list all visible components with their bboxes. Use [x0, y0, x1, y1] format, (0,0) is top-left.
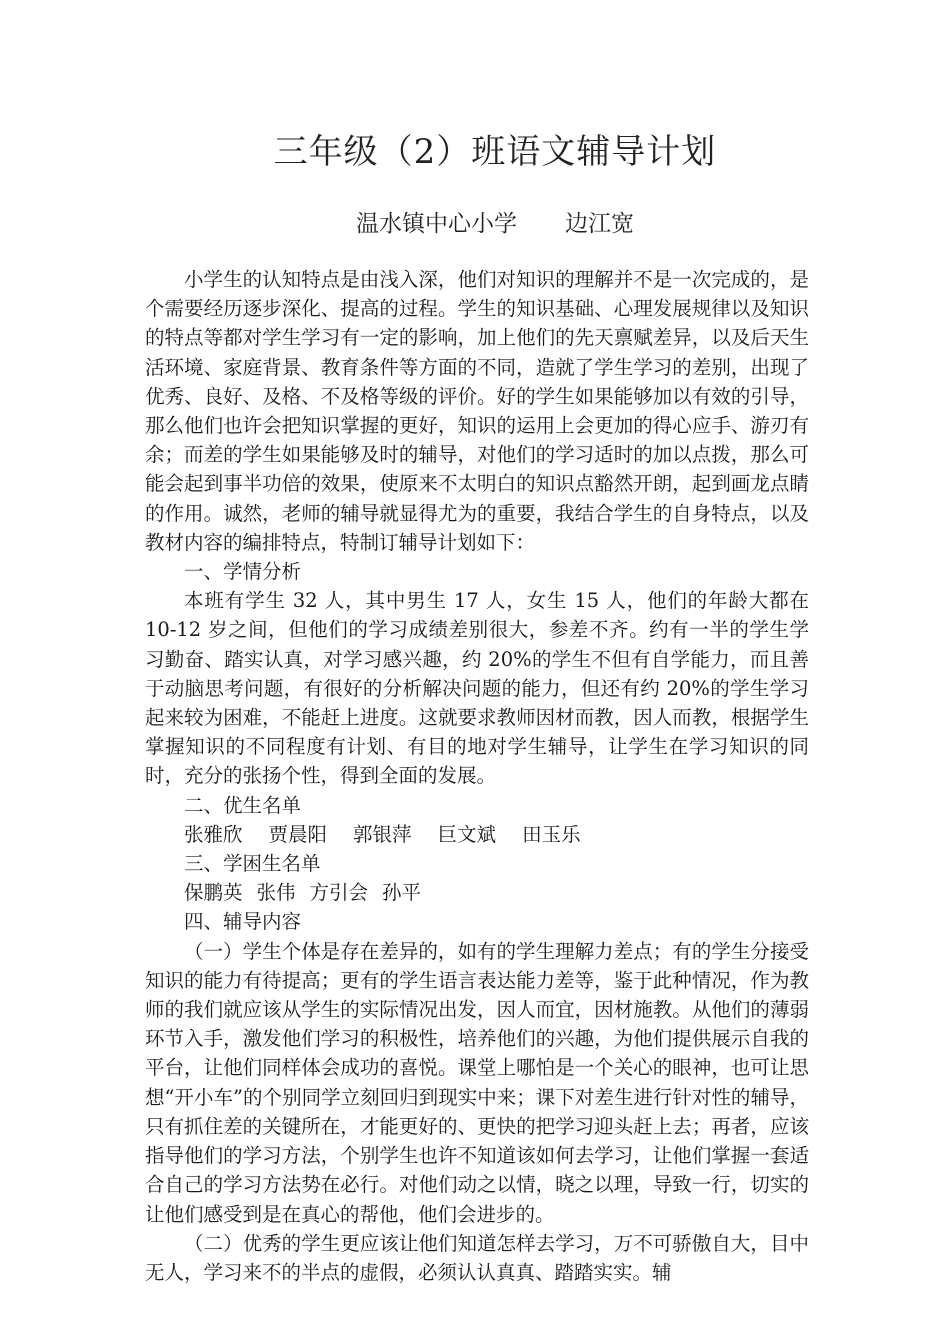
- student-name: 张雅欣: [184, 822, 243, 846]
- top-students-list: [145, 820, 809, 849]
- document-byline: [0, 205, 950, 238]
- intro-paragraph: 小学生的认知特点是由浅入深，他们对知识的理解并不是一次完成的，是个需要经历逐步深化、提高的过程。学生的知识基础、心理发展规律以及知识的特点等都对学生学习有一定的影响，加上他们的先天禀赋差异，以及后天生活环境、家庭背景、教育条件等方面的不同，造就了学生学习的差别，出现了优秀、良好、及格、不及格等级的评价。好的学生如果能够加以有效的引导，那么他们也许会把知识掌握的更好，知识的运用上会更加的得心应手、游刃有余；而差的学生如果能够及时的辅导，对他们的学习适时的加以点拨，那么可能会起到事半功倍的效果，使原来不太明白的知识点豁然开朗，起到画龙点睛的作用。诚然，老师的辅导就显得尤为的重要，我结合学生的自身特点，以及教材内容的编排特点，特制订辅导计划如下：: [145, 268, 809, 554]
- student-name: 贾晨阳: [268, 822, 328, 846]
- student-name: 张伟: [256, 881, 296, 905]
- situation-paragraph: 本班有学生 32 人，其中男生 17 人，女生 15 人，他们的年龄大都在 10-12 岁之间，但他们的学习成绩差别很大，参差不齐。约有一半的学生学习勤奋、踏实认真，对学习感兴趣，约 20%的学生不但有自学能力，而且善于动脑思考问题，有很好的分析解决问题的能力，但还有约 20%的学生学习起来较为困难，不能赶上进度。这就要求教师因材而教，因人而教，根据学生掌握知识的不同程度有计划、有目的地对学生辅导，让学生在学习知识的同时，充分的张扬个性，得到全面的发展。: [145, 589, 809, 788]
- student-name: 方引会: [309, 881, 369, 905]
- student-name: 郭银萍: [353, 822, 412, 846]
- student-name: 巨文斌: [437, 822, 497, 846]
- section-heading-struggling-students: 三、学困生名单: [184, 852, 321, 876]
- student-name: 田玉乐: [522, 822, 581, 846]
- student-name: 孙平: [382, 881, 422, 905]
- section-heading-top-students: 二、优生名单: [184, 793, 302, 817]
- struggling-students-list: [145, 878, 809, 907]
- author-name: 边江宽: [565, 211, 634, 237]
- section-heading-tutoring: 四、辅导内容: [184, 910, 302, 934]
- tutoring-paragraph-1: （一）学生个体是存在差异的，如有的学生理解力差点；有的学生分接受知识的能力有待提高；更有的学生语言表达能力差等，鉴于此种情况，作为教师的我们就应该从学生的实际情况出发，因人而宜，因材施教。从他们的薄弱环节入手，激发他们学习的积极性，培养他们的兴趣，为他们提供展示自我的平台，让他们同样体会成功的喜悦。课堂上哪怕是一个关心的眼神，也可让思想“开小车”的个别同学立刻回归到现实中来；课下对差生进行针对性的辅导，只有抓住差的关键所在，才能更好的、更快的把学习迎头赶上去；再者，应该指导他们的学习方法，个别学生也许不知道该如何去学习，让他们掌握一套适合自己的学习方法势在必行。对他们动之以情，晓之以理，导致一行，切实的让他们感受到是在真心的帮他，他们会进步的。: [145, 939, 809, 1226]
- section-heading-situation: 一、学情分析: [184, 560, 302, 584]
- school-name: 温水镇中心小学: [356, 211, 517, 237]
- document-body: [145, 265, 809, 1287]
- student-name: 保鹏英: [184, 881, 243, 905]
- document-title: 三年级（2）班语文辅导计划: [273, 132, 717, 172]
- tutoring-paragraph-2: （二）优秀的学生更应该让他们知道怎样去学习，万不可骄傲自大，目中无人，学习来不的半点的虚假，必须认认真真、踏踏实实。辅: [145, 1231, 809, 1284]
